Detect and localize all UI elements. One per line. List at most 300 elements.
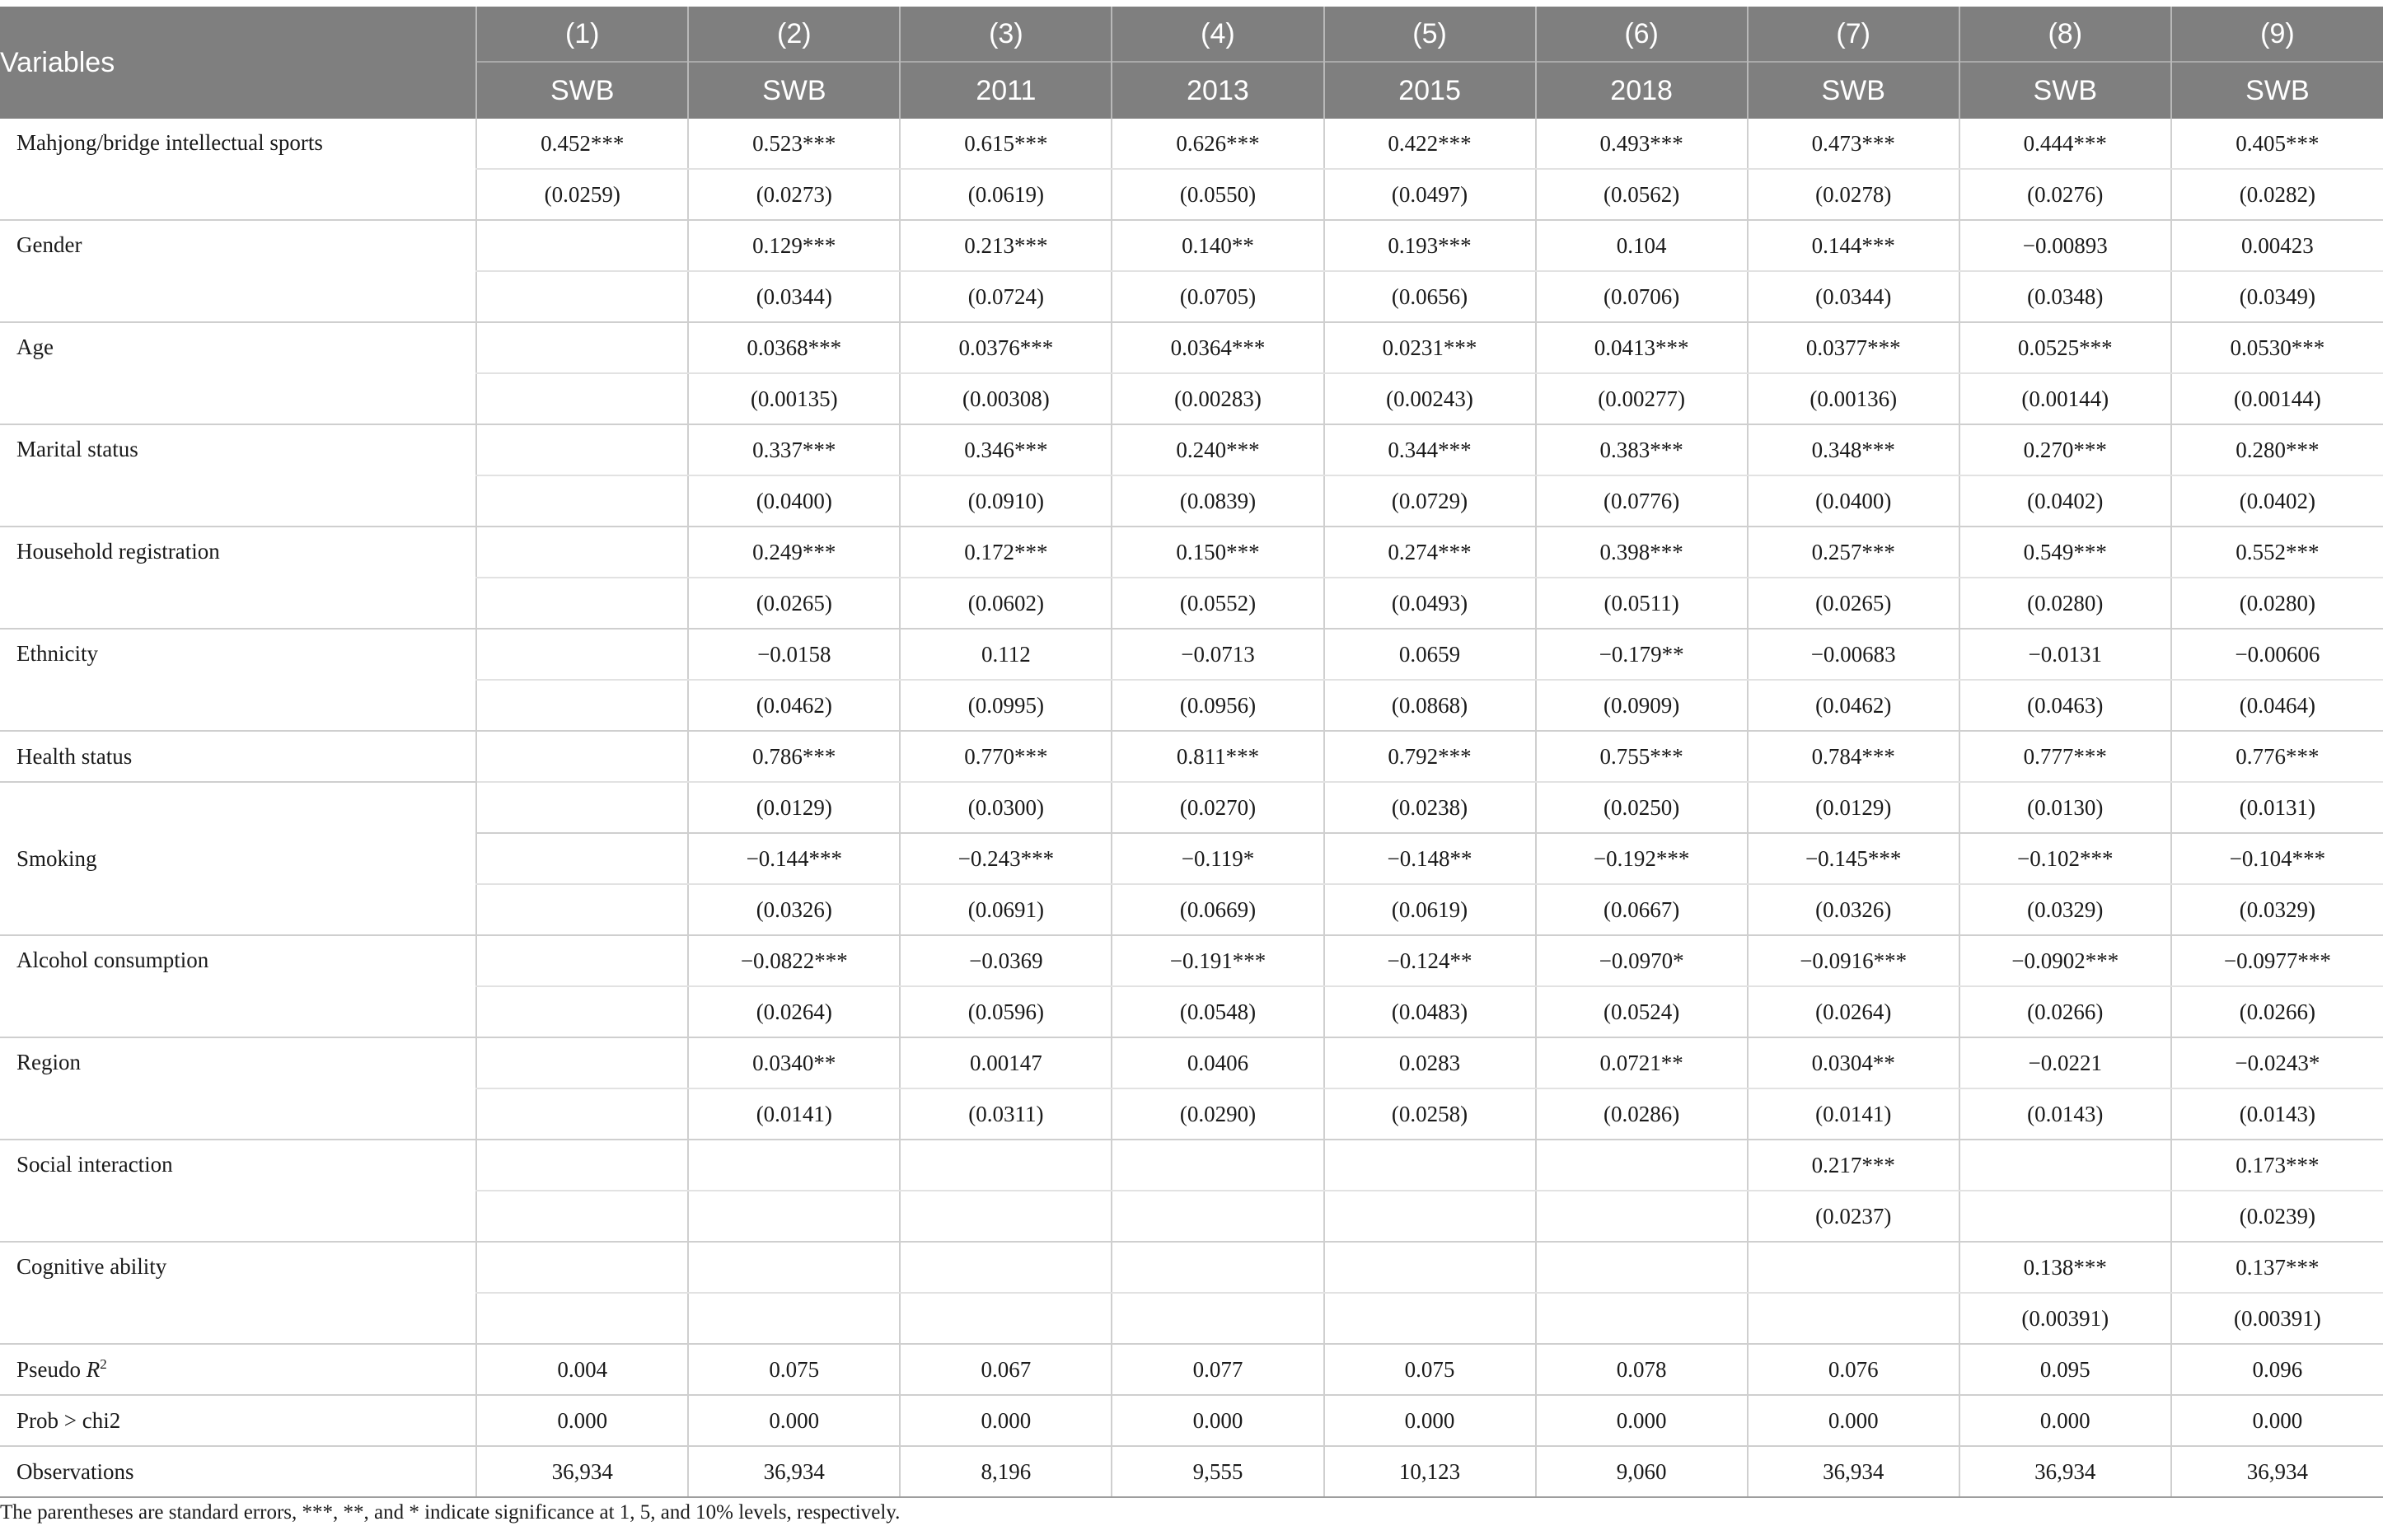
table-cell: (0.0344) [1748, 271, 1959, 322]
table-cell: (0.0402) [1959, 475, 2171, 527]
table-cell: 0.249*** [688, 527, 900, 578]
column-dependent-4: 2013 [1112, 62, 1323, 119]
table-cell: 0.075 [688, 1344, 900, 1395]
table-cell: (0.0868) [1324, 680, 1536, 731]
table-cell: (0.0278) [1748, 169, 1959, 220]
table-cell [1748, 1242, 1959, 1293]
table-cell: −0.0822*** [688, 935, 900, 986]
table-cell: (0.0691) [900, 884, 1112, 935]
table-cell: 0.452*** [476, 119, 688, 169]
table-cell: (0.0265) [1748, 578, 1959, 629]
variable-label: Alcohol consumption [0, 935, 476, 1037]
table-cell: (0.00391) [1959, 1293, 2171, 1344]
table-cell: (0.0258) [1324, 1088, 1536, 1140]
table-cell: (0.0402) [2171, 475, 2383, 527]
table-cell: 0.138*** [1959, 1242, 2171, 1293]
table-cell: 0.0368*** [688, 322, 900, 373]
table-cell [1324, 1140, 1536, 1191]
table-cell: 0.337*** [688, 424, 900, 475]
variable-label: Age [0, 322, 476, 424]
table-cell: 0.755*** [1536, 731, 1748, 782]
table-cell: 0.104 [1536, 220, 1748, 271]
table-cell: 0.000 [900, 1395, 1112, 1446]
column-number-4: (4) [1112, 7, 1323, 62]
table-cell: 0.280*** [2171, 424, 2383, 475]
column-number-7: (7) [1748, 7, 1959, 62]
table-cell: 0.405*** [2171, 119, 2383, 169]
table-cell: (0.00144) [2171, 373, 2383, 424]
stat-label [0, 1344, 476, 1395]
table-cell: 0.193*** [1324, 220, 1536, 271]
table-body [0, 119, 2383, 1497]
table-cell: 0.0231*** [1324, 322, 1536, 373]
table-cell: 0.0304** [1748, 1037, 1959, 1088]
table-cell [476, 782, 688, 833]
table-cell: (0.0326) [688, 884, 900, 935]
table-cell: 0.078 [1536, 1344, 1748, 1395]
table-cell: −0.0902*** [1959, 935, 2171, 986]
table-cell: 0.000 [688, 1395, 900, 1446]
table-cell [476, 731, 688, 782]
variable-label: Mahjong/bridge intellectual sports [0, 119, 476, 220]
table-row-coef [0, 527, 2383, 578]
table-cell: 0.549*** [1959, 527, 2171, 578]
table-cell: 0.213*** [900, 220, 1112, 271]
table-cell: 0.0364*** [1112, 322, 1323, 373]
table-cell: (0.0596) [900, 986, 1112, 1037]
table-cell [476, 1293, 688, 1344]
table-cell: (0.0493) [1324, 578, 1536, 629]
table-cell: 0.173*** [2171, 1140, 2383, 1191]
table-cell: (0.0776) [1536, 475, 1748, 527]
table-cell [1324, 1191, 1536, 1242]
table-cell: (0.0483) [1324, 986, 1536, 1037]
column-number-1: (1) [476, 7, 688, 62]
table-cell [476, 1088, 688, 1140]
table-cell: (0.0552) [1112, 578, 1323, 629]
column-dependent-1: SWB [476, 62, 688, 119]
table-cell: −0.0369 [900, 935, 1112, 986]
table-cell: 0.523*** [688, 119, 900, 169]
table-cell: (0.0270) [1112, 782, 1323, 833]
table-cell: (0.0250) [1536, 782, 1748, 833]
table-cell: 0.000 [1536, 1395, 1748, 1446]
table-cell: 0.067 [900, 1344, 1112, 1395]
table-cell: −0.145*** [1748, 833, 1959, 884]
variable-label: Social interaction [0, 1140, 476, 1242]
table-cell [476, 220, 688, 271]
table-cell: 0.129*** [688, 220, 900, 271]
table-cell [1324, 1242, 1536, 1293]
table-cell: 0.811*** [1112, 731, 1323, 782]
table-row-coef [0, 1242, 2383, 1293]
column-number-5: (5) [1324, 7, 1536, 62]
table-cell: 0.786*** [688, 731, 900, 782]
table-cell [1112, 1242, 1323, 1293]
table-cell: (0.0550) [1112, 169, 1323, 220]
table-cell: (0.0705) [1112, 271, 1323, 322]
table-cell: (0.0280) [1959, 578, 2171, 629]
table-cell: 0.344*** [1324, 424, 1536, 475]
table-row-coef [0, 424, 2383, 475]
table-row-coef [0, 731, 2383, 782]
table-cell: 36,934 [1959, 1446, 2171, 1497]
table-cell: 0.077 [1112, 1344, 1323, 1395]
table-cell: (0.0264) [1748, 986, 1959, 1037]
table-cell [1112, 1191, 1323, 1242]
variables-header: Variables [0, 7, 476, 119]
table-cell: (0.0995) [900, 680, 1112, 731]
table-cell [900, 1191, 1112, 1242]
table-cell: (0.0349) [2171, 271, 2383, 322]
stat-label-sup: 2 [100, 1356, 107, 1372]
table-cell [1324, 1293, 1536, 1344]
table-cell: 0.615*** [900, 119, 1112, 169]
table-cell: 0.004 [476, 1344, 688, 1395]
table-cell [1536, 1140, 1748, 1191]
table-cell: (0.0129) [1748, 782, 1959, 833]
table-cell: −0.192*** [1536, 833, 1748, 884]
table-cell: 9,555 [1112, 1446, 1323, 1497]
table-cell [476, 884, 688, 935]
table-cell [476, 271, 688, 322]
table-cell: (0.0548) [1112, 986, 1323, 1037]
table-cell: 0.00423 [2171, 220, 2383, 271]
table-cell: 0.422*** [1324, 119, 1536, 169]
table-row-stat [0, 1344, 2383, 1395]
table-cell: 0.257*** [1748, 527, 1959, 578]
table-cell: (0.0656) [1324, 271, 1536, 322]
table-cell: (0.0463) [1959, 680, 2171, 731]
table-cell: (0.0400) [1748, 475, 1959, 527]
table-cell: −0.179** [1536, 629, 1748, 680]
table-cell [688, 1140, 900, 1191]
table-cell [1112, 1293, 1323, 1344]
variable-label: Marital status [0, 424, 476, 527]
table-footnote: The parentheses are standard errors, ***, **, and * indicate significance at 1, 5, and 10% levels, respectively. [0, 1501, 901, 1524]
table-cell: (0.00144) [1959, 373, 2171, 424]
table-cell: 0.00147 [900, 1037, 1112, 1088]
table-cell [688, 1293, 900, 1344]
table-cell: (0.0290) [1112, 1088, 1323, 1140]
table-cell: (0.0729) [1324, 475, 1536, 527]
table-cell: −0.0970* [1536, 935, 1748, 986]
table-cell: (0.0237) [1748, 1191, 1959, 1242]
table-cell [476, 833, 688, 884]
table-cell: (0.0462) [1748, 680, 1959, 731]
table-cell: 0.346*** [900, 424, 1112, 475]
table-cell [900, 1140, 1112, 1191]
table-cell: (0.0669) [1112, 884, 1323, 935]
table-cell: (0.0300) [900, 782, 1112, 833]
table-cell: 9,060 [1536, 1446, 1748, 1497]
table-cell: 0.096 [2171, 1344, 2383, 1395]
table-row-stat [0, 1395, 2383, 1446]
table-cell: 36,934 [688, 1446, 900, 1497]
table-cell: (0.0280) [2171, 578, 2383, 629]
table-cell [476, 527, 688, 578]
table-cell: −0.243*** [900, 833, 1112, 884]
table-cell [476, 424, 688, 475]
table-cell: 0.274*** [1324, 527, 1536, 578]
table-cell: (0.0839) [1112, 475, 1323, 527]
table-cell: (0.0619) [900, 169, 1112, 220]
table-cell: 0.0525*** [1959, 322, 2171, 373]
table-cell: 0.0659 [1324, 629, 1536, 680]
table-cell [1536, 1293, 1748, 1344]
table-cell: (0.0143) [2171, 1088, 2383, 1140]
column-dependent-7: SWB [1748, 62, 1959, 119]
stat-label [0, 1395, 476, 1446]
table-cell: 0.0340** [688, 1037, 900, 1088]
table-cell [476, 1037, 688, 1088]
table-cell: (0.0276) [1959, 169, 2171, 220]
column-number-6: (6) [1536, 7, 1748, 62]
table-cell: (0.0329) [1959, 884, 2171, 935]
variable-label: Gender [0, 220, 476, 322]
stat-label-text: Prob > chi2 [16, 1407, 121, 1433]
table-cell [1959, 1191, 2171, 1242]
table-cell [1536, 1191, 1748, 1242]
table-cell: 0.000 [1748, 1395, 1959, 1446]
table-cell: 0.777*** [1959, 731, 2171, 782]
table-cell: 0.172*** [900, 527, 1112, 578]
column-number-8: (8) [1959, 7, 2171, 62]
table-cell: (0.00243) [1324, 373, 1536, 424]
table-cell: −0.102*** [1959, 833, 2171, 884]
table-cell: 0.270*** [1959, 424, 2171, 475]
table-cell: (0.0130) [1959, 782, 2171, 833]
table-cell [476, 578, 688, 629]
table-cell: 0.0413*** [1536, 322, 1748, 373]
table-cell: 0.552*** [2171, 527, 2383, 578]
table-cell: (0.00283) [1112, 373, 1323, 424]
table-cell: 0.348*** [1748, 424, 1959, 475]
table-cell: (0.0462) [688, 680, 900, 731]
table-cell: 0.383*** [1536, 424, 1748, 475]
table-cell: −0.0158 [688, 629, 900, 680]
table-cell: −0.0243* [2171, 1037, 2383, 1088]
table-cell: (0.0141) [688, 1088, 900, 1140]
table-cell [476, 629, 688, 680]
table-cell: 0.240*** [1112, 424, 1323, 475]
table-cell: −0.148** [1324, 833, 1536, 884]
table-cell [476, 475, 688, 527]
table-cell: (0.0239) [2171, 1191, 2383, 1242]
column-dependent-2: SWB [688, 62, 900, 119]
table-cell: 8,196 [900, 1446, 1112, 1497]
table-cell: −0.124** [1324, 935, 1536, 986]
table-cell: (0.0724) [900, 271, 1112, 322]
table-cell: (0.0311) [900, 1088, 1112, 1140]
table-cell: 0.095 [1959, 1344, 2171, 1395]
table-cell: 0.626*** [1112, 119, 1323, 169]
table-cell: 0.0377*** [1748, 322, 1959, 373]
table-cell: (0.0602) [900, 578, 1112, 629]
variable-label: Cognitive ability [0, 1242, 476, 1344]
regression-table [0, 7, 2383, 1498]
table-cell: (0.0706) [1536, 271, 1748, 322]
table-cell: (0.00135) [688, 373, 900, 424]
table-cell [476, 1242, 688, 1293]
table-row-stat [0, 1446, 2383, 1497]
table-cell [1112, 1140, 1323, 1191]
column-dependent-9: SWB [2171, 62, 2383, 119]
stat-label [0, 1446, 476, 1497]
table-cell: (0.0265) [688, 578, 900, 629]
table-cell: −0.00606 [2171, 629, 2383, 680]
table-cell [1748, 1293, 1959, 1344]
table-cell: 36,934 [476, 1446, 688, 1497]
table-cell [476, 322, 688, 373]
table-cell: −0.0131 [1959, 629, 2171, 680]
table-cell: (0.0511) [1536, 578, 1748, 629]
table-cell: (0.0266) [1959, 986, 2171, 1037]
table-row-coef [0, 119, 2383, 169]
table-cell: −0.0977*** [2171, 935, 2383, 986]
table-cell: (0.0464) [2171, 680, 2383, 731]
table-cell: (0.0259) [476, 169, 688, 220]
table-row-coef [0, 629, 2383, 680]
table-cell: (0.0909) [1536, 680, 1748, 731]
stat-label-text: Observations [16, 1458, 134, 1484]
table-cell: −0.191*** [1112, 935, 1323, 986]
table-row-coef [0, 220, 2383, 271]
table-cell: (0.0264) [688, 986, 900, 1037]
table-row-se [0, 782, 2383, 833]
variable-label: Household registration [0, 527, 476, 629]
table-cell: (0.0141) [1748, 1088, 1959, 1140]
table-cell: 0.000 [1959, 1395, 2171, 1446]
variable-label: Smoking [0, 782, 476, 935]
table-row-coef [0, 322, 2383, 373]
table-cell [476, 1140, 688, 1191]
table-cell: 0.137*** [2171, 1242, 2383, 1293]
table-cell [688, 1191, 900, 1242]
table-header [0, 7, 2383, 119]
table-cell [476, 935, 688, 986]
table-cell: 0.140** [1112, 220, 1323, 271]
table-cell: 0.150*** [1112, 527, 1323, 578]
table-cell: (0.0400) [688, 475, 900, 527]
table-cell: −0.144*** [688, 833, 900, 884]
column-number-2: (2) [688, 7, 900, 62]
column-number-3: (3) [900, 7, 1112, 62]
table-cell [1959, 1140, 2171, 1191]
table-row-coef [0, 935, 2383, 986]
table-row-coef [0, 1037, 2383, 1088]
table-cell: 0.0376*** [900, 322, 1112, 373]
table-cell: −0.0916*** [1748, 935, 1959, 986]
table-cell [476, 986, 688, 1037]
table-cell: 0.493*** [1536, 119, 1748, 169]
table-cell: 0.076 [1748, 1344, 1959, 1395]
table-cell: (0.0238) [1324, 782, 1536, 833]
column-dependent-8: SWB [1959, 62, 2171, 119]
column-dependent-6: 2018 [1536, 62, 1748, 119]
table-cell: 0.770*** [900, 731, 1112, 782]
table-cell: 0.398*** [1536, 527, 1748, 578]
table-cell: (0.0273) [688, 169, 900, 220]
table-cell: 0.217*** [1748, 1140, 1959, 1191]
table-cell: 0.776*** [2171, 731, 2383, 782]
table-cell: (0.0329) [2171, 884, 2383, 935]
table-cell: (0.00308) [900, 373, 1112, 424]
stat-label-text: Pseudo [16, 1357, 87, 1382]
table-cell: −0.0713 [1112, 629, 1323, 680]
table-cell [688, 1242, 900, 1293]
table-cell: (0.0282) [2171, 169, 2383, 220]
stat-label-italic: R [86, 1357, 101, 1382]
table-cell: 0.075 [1324, 1344, 1536, 1395]
table-cell: (0.0619) [1324, 884, 1536, 935]
table-cell: (0.0266) [2171, 986, 2383, 1037]
table-cell: (0.0344) [688, 271, 900, 322]
table-cell: (0.0129) [688, 782, 900, 833]
table-cell: 0.784*** [1748, 731, 1959, 782]
table-cell [1536, 1242, 1748, 1293]
column-number-9: (9) [2171, 7, 2383, 62]
table-cell: 0.473*** [1748, 119, 1959, 169]
table-cell: (0.00136) [1748, 373, 1959, 424]
table-cell: −0.119* [1112, 833, 1323, 884]
table-cell: 0.0406 [1112, 1037, 1323, 1088]
table-cell: 0.112 [900, 629, 1112, 680]
column-dependent-3: 2011 [900, 62, 1112, 119]
table-cell: 10,123 [1324, 1446, 1536, 1497]
table-cell [476, 680, 688, 731]
table-cell: 0.000 [1324, 1395, 1536, 1446]
table-cell: (0.0286) [1536, 1088, 1748, 1140]
table-row-coef [0, 1140, 2383, 1191]
table-cell: (0.0562) [1536, 169, 1748, 220]
table-cell [476, 373, 688, 424]
table-cell: (0.0667) [1536, 884, 1748, 935]
table-cell: (0.0910) [900, 475, 1112, 527]
table-cell: (0.0524) [1536, 986, 1748, 1037]
table-cell: 0.0721** [1536, 1037, 1748, 1088]
table-cell: (0.0143) [1959, 1088, 2171, 1140]
table-cell: (0.0131) [2171, 782, 2383, 833]
variable-label: Region [0, 1037, 476, 1140]
table-cell [900, 1293, 1112, 1344]
table-cell: −0.104*** [2171, 833, 2383, 884]
table-cell [476, 1191, 688, 1242]
table-cell: 0.0283 [1324, 1037, 1536, 1088]
table-cell: 0.000 [476, 1395, 688, 1446]
table-cell: −0.0221 [1959, 1037, 2171, 1088]
table-cell: 0.0530*** [2171, 322, 2383, 373]
variable-label: Ethnicity [0, 629, 476, 731]
table-cell: 36,934 [1748, 1446, 1959, 1497]
table-cell: −0.00683 [1748, 629, 1959, 680]
table-cell: 0.000 [1112, 1395, 1323, 1446]
table-cell: 36,934 [2171, 1446, 2383, 1497]
column-dependent-5: 2015 [1324, 62, 1536, 119]
table-cell: 0.000 [2171, 1395, 2383, 1446]
table-cell: (0.0326) [1748, 884, 1959, 935]
table-cell: (0.0497) [1324, 169, 1536, 220]
table-cell: 0.792*** [1324, 731, 1536, 782]
table-cell: (0.0956) [1112, 680, 1323, 731]
table-cell: (0.0348) [1959, 271, 2171, 322]
table-cell: (0.00391) [2171, 1293, 2383, 1344]
table-cell: 0.144*** [1748, 220, 1959, 271]
table-cell: 0.444*** [1959, 119, 2171, 169]
table-cell: −0.00893 [1959, 220, 2171, 271]
variable-label: Health status [0, 731, 476, 782]
table-cell [900, 1242, 1112, 1293]
